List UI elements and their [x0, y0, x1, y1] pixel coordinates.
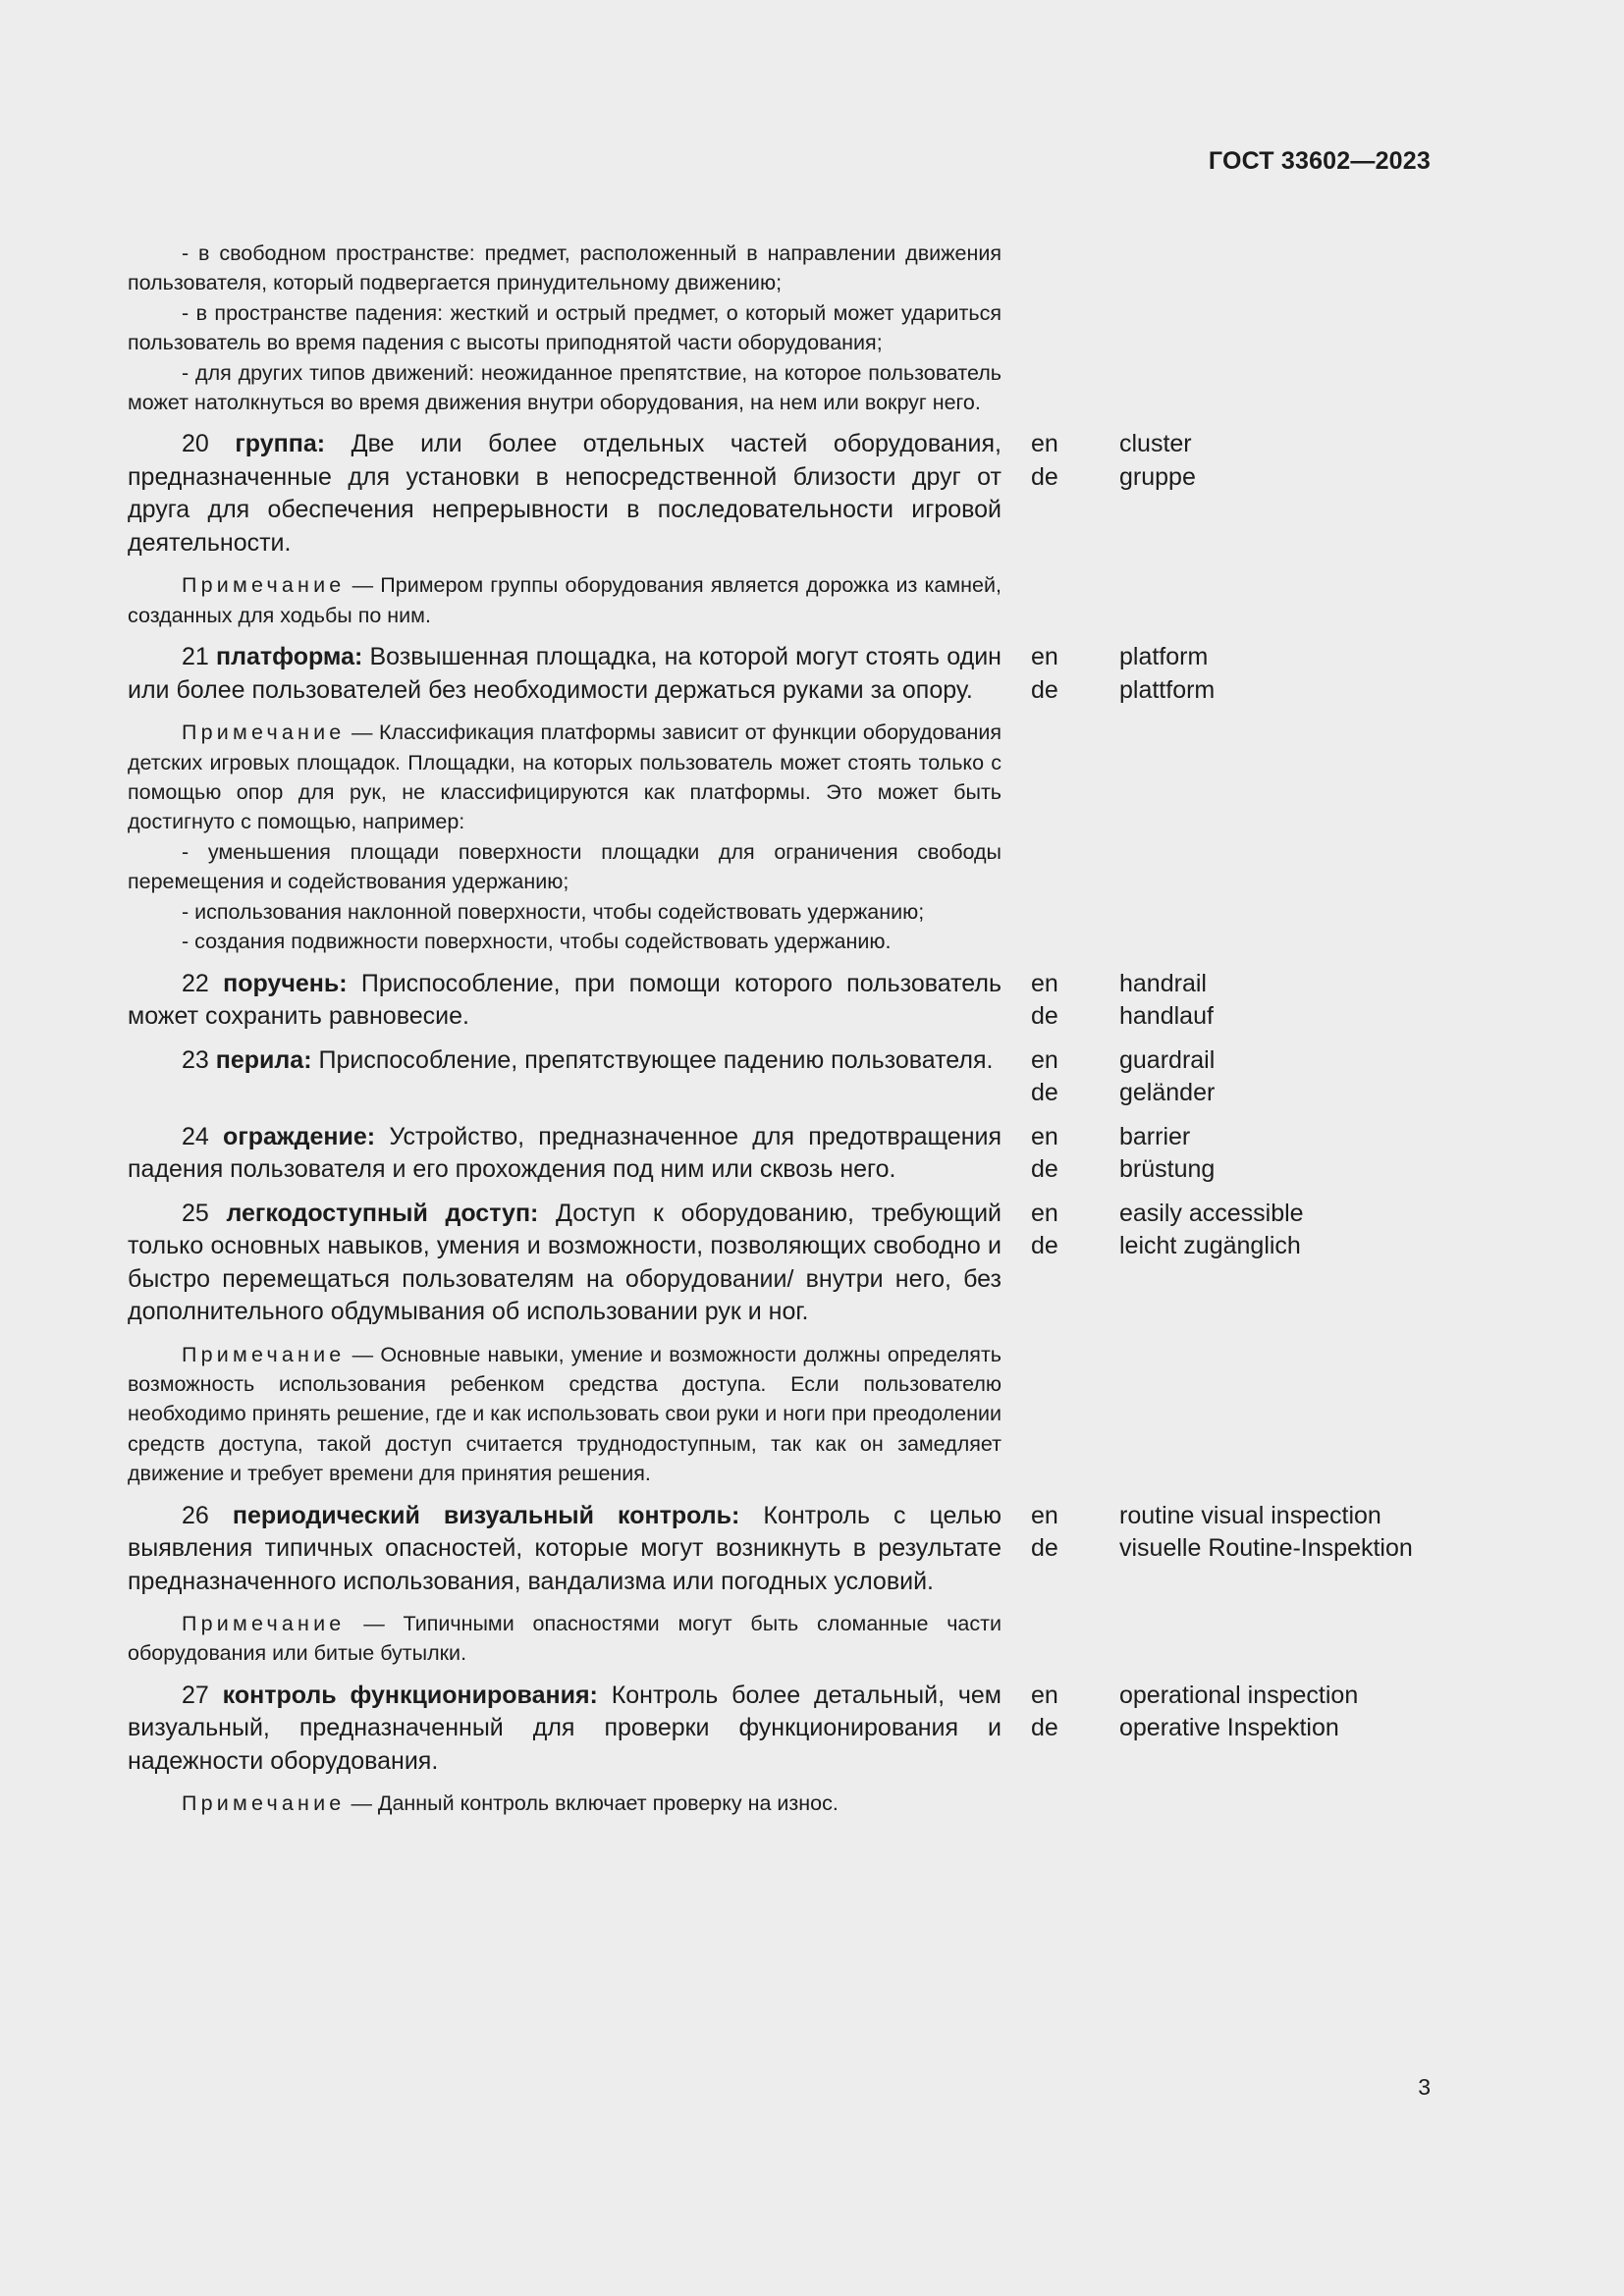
term-en: operational inspection — [1119, 1681, 1359, 1709]
term-entry-21 — [128, 641, 1434, 707]
list-item: - в пространстве падения: жесткий и острый предмет, о который может удариться пользователь во время падения с высоты приподнятой части оборудования; — [128, 300, 1001, 355]
term-translations — [1119, 1680, 1358, 1779]
term-entry-20 — [128, 428, 1434, 560]
intro-list — [128, 239, 1001, 417]
lang-en: en — [1031, 1681, 1058, 1709]
term-entry-27 — [128, 1680, 1434, 1779]
lang-en: en — [1031, 1122, 1058, 1150]
term-name: контроль функционирования: — [222, 1681, 598, 1709]
term-translations — [1119, 1121, 1215, 1187]
lang-de: de — [1031, 1079, 1058, 1106]
term-translations — [1119, 1198, 1304, 1329]
term-translations — [1119, 1044, 1215, 1110]
list-item: - создания подвижности поверхности, чтобы содействовать удержанию. — [182, 930, 892, 954]
term-number: 20 — [182, 430, 209, 458]
lang-en: en — [1031, 643, 1058, 671]
term-de: visuelle Routine-Inspektion — [1119, 1534, 1413, 1563]
term-en: guardrail — [1119, 1045, 1216, 1074]
term-entry-24 — [128, 1121, 1434, 1187]
note-label: Примечание — [182, 1612, 346, 1636]
note-label: Примечание — [182, 1342, 346, 1366]
lang-en: en — [1031, 1045, 1058, 1074]
term-name: перила: — [215, 1045, 312, 1074]
term-name: поручень: — [223, 969, 348, 997]
term-number: 25 — [182, 1199, 209, 1227]
term-translations — [1119, 428, 1196, 560]
term-number: 21 — [182, 643, 209, 671]
note-text: — Классификация платформы зависит от функции оборудования детских игровых площадок. Площадки, на которых пользователь может стоять только с помощью опор для рук, не классифицируются как платформы. Это может быть достигнуто с помощью, например: — [128, 721, 1001, 834]
lang-de: de — [1031, 1002, 1058, 1030]
term-translations — [1119, 1500, 1413, 1599]
term-definition — [128, 1121, 1001, 1187]
term-entry-26 — [128, 1500, 1434, 1599]
language-codes — [1031, 1500, 1096, 1599]
term-entry-25 — [128, 1198, 1434, 1329]
note — [128, 1789, 1001, 1818]
note — [128, 570, 1001, 630]
note-label: Примечание — [182, 721, 346, 745]
term-number: 24 — [182, 1122, 209, 1150]
term-definition — [128, 1198, 1001, 1329]
definition-text: Приспособление, при помощи которого пользователь может сохранить равновесие. — [128, 969, 1001, 1030]
term-number: 27 — [182, 1681, 209, 1709]
language-codes — [1031, 428, 1096, 560]
term-en: easily accessible — [1119, 1199, 1304, 1227]
language-codes — [1031, 641, 1096, 707]
lang-de: de — [1031, 1534, 1058, 1563]
term-definition — [128, 641, 1001, 707]
note-paragraph — [128, 718, 1001, 837]
term-number: 23 — [182, 1045, 209, 1074]
term-definition — [128, 968, 1001, 1034]
term-name: ограждение: — [223, 1122, 376, 1150]
lang-en: en — [1031, 969, 1058, 997]
term-definition — [128, 1500, 1001, 1599]
lang-de: de — [1031, 675, 1058, 704]
term-definition — [128, 1044, 1001, 1110]
term-de: brüstung — [1119, 1155, 1216, 1183]
lang-de: de — [1031, 1155, 1058, 1183]
term-de: geländer — [1119, 1079, 1216, 1106]
language-codes — [1031, 1121, 1096, 1187]
definition-text: Приспособление, препятствующее падению пользователя. — [318, 1045, 994, 1074]
definition-text: Устройство, предназначенное для предотвращения падения пользователя и его прохождения под ним или сквозь него. — [128, 1122, 1002, 1183]
note-label: Примечание — [182, 1791, 346, 1816]
lang-de: de — [1031, 462, 1058, 491]
list-item: - уменьшения площади поверхности площадки для ограничения свободы перемещения и содействования удержанию; — [128, 839, 1001, 894]
lang-en: en — [1031, 430, 1058, 458]
language-codes — [1031, 1680, 1096, 1779]
language-codes — [1031, 968, 1096, 1034]
term-number: 22 — [182, 969, 209, 997]
term-en: platform — [1119, 643, 1209, 671]
term-translations — [1119, 968, 1214, 1034]
term-definition — [128, 428, 1001, 560]
term-entry-23 — [128, 1044, 1434, 1110]
list-item: - для других типов движений: неожиданное препятствие, на которое пользователь может натолкнуться во время движения внутри оборудования, на нем или вокруг него. — [128, 360, 1001, 415]
definition-text: Контроль более детальный, чем визуальный, предназначенный для проверки функционирования и надежности оборудования. — [128, 1681, 1001, 1775]
term-de: gruppe — [1119, 462, 1196, 491]
term-definition — [128, 1680, 1001, 1779]
definition-text: Доступ к оборудованию, требующий только основных навыков, умения и возможности, позволяющих свободно и быстро перемещаться пользователям на оборудовании/ внутри него, без дополнительного обдумывания об использовании рук и ног. — [128, 1199, 1002, 1325]
note-text: — Данный контроль включает проверку на износ. — [351, 1791, 839, 1816]
term-name: группа: — [235, 430, 326, 458]
list-item: - в свободном пространстве: предмет, расположенный в направлении движения пользователя, который подвергается принудительному движению; — [128, 241, 1001, 295]
definition-text: Контроль с целью выявления типичных опасностей, которые могут возникнуть в результате предназначенного использования, вандализма или погодных условий. — [128, 1501, 1001, 1595]
term-de: handlauf — [1119, 1002, 1214, 1030]
note-label: Примечание — [182, 573, 346, 598]
note-text: — Типичными опасностями могут быть сломанные части оборудования или битые бутылки. — [128, 1612, 1001, 1666]
note-text: — Основные навыки, умение и возможности должны определять возможность использования ребенком средства доступа. Если пользователю необходимо принять решение, где и как использовать свои руки и ноги при преодолении средств доступа, такой доступ считается труднодоступным, так как он замедляет движение и требует времени для принятия решения. — [128, 1342, 1001, 1486]
term-de: operative Inspektion — [1119, 1714, 1339, 1742]
term-name: платформа: — [216, 643, 363, 671]
definition-text: Две или более отдельных частей оборудования, предназначенные для установки в непосредственной близости друг от друга для обеспечения непрерывности в последовательности игровой деятельности. — [128, 430, 1001, 557]
term-de: leicht zugänglich — [1119, 1232, 1301, 1259]
term-en: barrier — [1119, 1122, 1191, 1150]
terms-content — [128, 239, 1434, 1819]
term-en: routine visual inspection — [1119, 1501, 1381, 1529]
term-entry-22 — [128, 968, 1434, 1034]
term-en: cluster — [1119, 430, 1192, 458]
lang-en: en — [1031, 1501, 1058, 1529]
term-name: периодический визуальный контроль: — [232, 1501, 740, 1529]
page-number: 3 — [1418, 2074, 1431, 2100]
document-header: ГОСТ 33602—2023 — [1208, 147, 1431, 175]
list-item: - использования наклонной поверхности, чтобы содействовать удержанию; — [182, 899, 925, 924]
definition-text: Возвышенная площадка, на которой могут стоять один или более пользователей без необходимости держаться руками за опору. — [128, 643, 1001, 704]
note — [128, 718, 1001, 956]
lang-de: de — [1031, 1714, 1058, 1742]
lang-de: de — [1031, 1232, 1058, 1259]
language-codes — [1031, 1044, 1096, 1110]
note — [128, 1609, 1001, 1669]
term-de: plattform — [1119, 675, 1216, 704]
term-number: 26 — [182, 1501, 209, 1529]
lang-en: en — [1031, 1199, 1058, 1227]
language-codes — [1031, 1198, 1096, 1329]
term-translations — [1119, 641, 1215, 707]
note-text: — Примером группы оборудования является дорожка из камней, созданных для ходьбы по ним. — [128, 573, 1001, 627]
term-en: handrail — [1119, 969, 1207, 997]
term-name: легкодоступный доступ: — [226, 1199, 539, 1227]
note — [128, 1340, 1001, 1489]
